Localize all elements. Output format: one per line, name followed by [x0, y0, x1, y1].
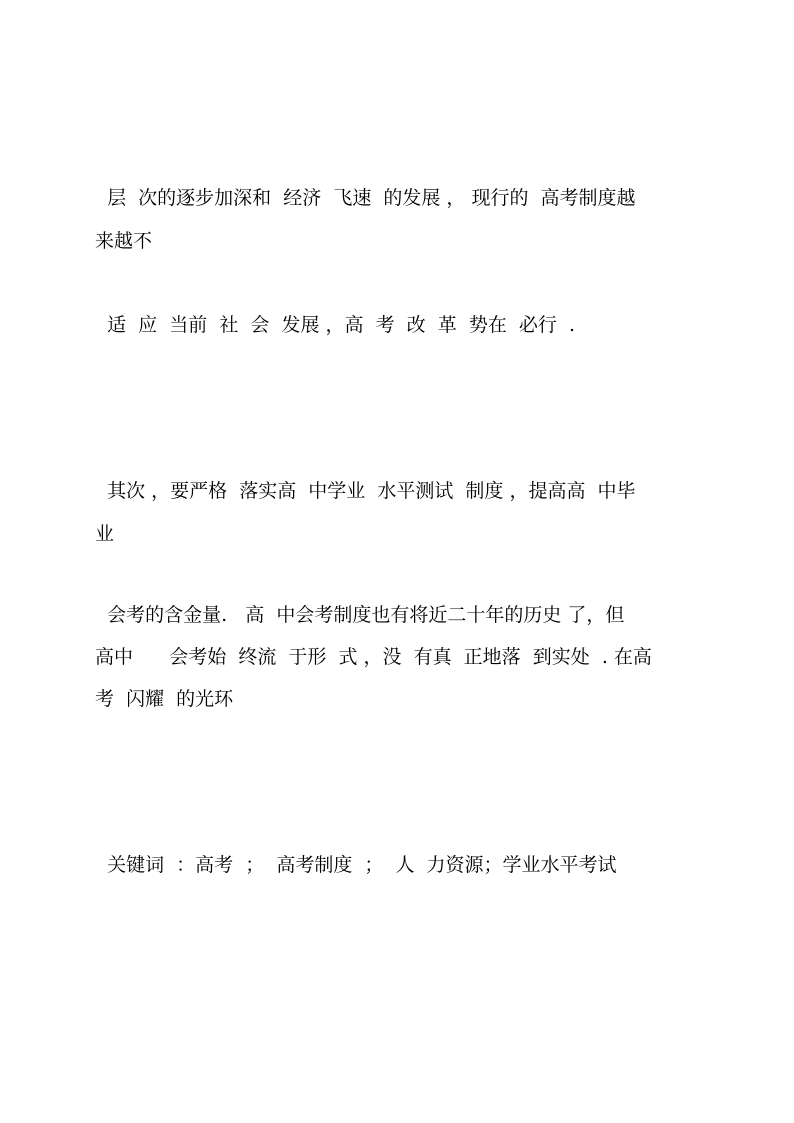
paragraph-3-line-1: 其次 ，要严格 落实高 中学业 水平测试 制度 ，提高高 中毕	[95, 480, 636, 502]
keywords-line: 关键词 ：高考 ； 高考制度 ； 人 力资源；学业水平考试	[95, 854, 617, 876]
paragraph-3-line-2: 业	[95, 523, 115, 545]
paragraph-4-line-2: 高中 会考始 终流 于形 式 ，没 有真 正地落 到实处 . 在高	[95, 646, 652, 668]
paragraph-4-line-1: 会考的含金量. 高 中会考制度也有将近二十年的历史 了，但	[95, 604, 625, 626]
paragraph-4-line-3: 考 闪耀 的光环	[95, 688, 234, 710]
paragraph-2-line-1: 适 应 当前 社 会 发展 ，高 考 改 革 势在 必行 .	[95, 314, 576, 336]
paragraph-1-line-2: 来越不	[95, 230, 153, 252]
paragraph-1-line-1: 层 次的逐步加深和 经济 飞速 的发展 ， 现行的 高考制度越	[95, 187, 636, 209]
